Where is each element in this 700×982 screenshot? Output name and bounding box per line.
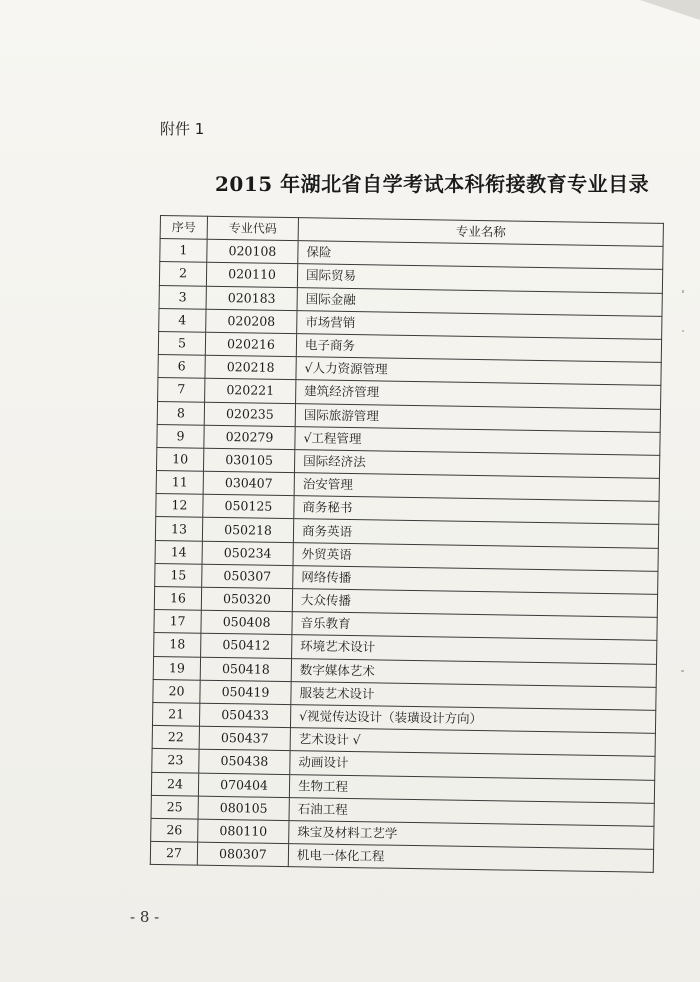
cell-name: 建筑经济管理 [296,380,661,409]
cell-seq: 24 [151,772,198,796]
cell-name: 动画设计 [290,751,655,780]
cell-code: 020216 [205,332,296,357]
cell-seq: 26 [151,818,198,842]
cell-name: 市场营销 [297,310,662,339]
column-header-code: 专业代码 [207,216,298,241]
cell-name: 石油工程 [289,797,654,826]
cell-name: 珠宝及材料工艺学 [289,820,654,849]
cell-seq: 6 [158,355,205,379]
cell-seq: 4 [159,308,206,332]
cell-code: 050419 [200,680,291,705]
major-table-wrapper [150,215,664,873]
cell-seq: 23 [152,749,199,773]
cell-seq: 2 [159,262,206,286]
cell-code: 030105 [203,448,294,473]
cell-name: 音乐教育 [292,612,657,641]
page-number: - 8 - [130,908,160,926]
cell-code: 050418 [200,657,291,682]
cell-name: 治安管理 [294,473,659,502]
cell-seq: 18 [154,633,201,657]
cell-seq: 25 [151,795,198,819]
cell-name: 网络传播 [293,565,658,594]
cell-code: 050218 [202,518,293,543]
cell-seq: 5 [158,331,205,355]
cell-seq: 7 [158,378,205,402]
cell-code: 080110 [198,819,289,844]
page-corner-fold [640,0,700,20]
cell-name: 机电一体化工程 [288,844,653,873]
cell-code: 080307 [197,842,288,867]
cell-code: 030407 [203,471,294,496]
cell-name: 数字媒体艺术 [291,658,656,687]
cell-code: 020218 [205,355,296,380]
cell-name: √视觉传达设计（装璜设计方向） [290,705,655,734]
cell-code: 050433 [199,703,290,728]
cell-code: 050437 [199,726,290,751]
cell-name: 国际贸易 [297,264,662,293]
cell-code: 050438 [199,749,290,774]
cell-code: 020110 [206,263,297,288]
cell-seq: 20 [153,679,200,703]
cell-code: 020279 [204,425,295,450]
cell-name: 环境艺术设计 [292,635,657,664]
column-header-seq: 序号 [160,216,207,240]
cell-code: 050307 [202,564,293,589]
cell-name: 国际经济法 [294,450,659,479]
cell-code: 050408 [201,610,292,635]
cell-seq: 3 [159,285,206,309]
cell-seq: 12 [156,494,203,518]
cell-code: 020183 [206,286,297,311]
cell-seq: 9 [157,424,204,448]
cell-code: 050412 [201,634,292,659]
cell-seq: 16 [154,586,201,610]
cell-code: 070404 [198,773,289,798]
cell-name: 国际旅游管理 [295,403,660,432]
cell-name: 国际金融 [297,287,662,316]
cell-code: 050234 [202,541,293,566]
table-body [150,239,663,873]
cell-seq: 10 [156,447,203,471]
cell-name: √工程管理 [295,426,660,455]
cell-code: 050125 [203,494,294,519]
cell-seq: 8 [157,401,204,425]
cell-name: 生物工程 [289,774,654,803]
scan-specks [680,290,686,690]
cell-name: 服装艺术设计 [291,681,656,710]
cell-name: 大众传播 [292,589,657,618]
cell-code: 020208 [206,309,297,334]
cell-seq: 14 [155,540,202,564]
cell-seq: 19 [153,656,200,680]
cell-code: 050320 [201,587,292,612]
cell-name: 艺术设计 √ [290,728,655,757]
cell-name: 电子商务 [296,334,661,363]
cell-seq: 15 [155,563,202,587]
cell-seq: 1 [160,239,207,263]
attachment-label: 附件 1 [160,120,205,138]
major-table [150,215,664,873]
cell-seq: 11 [156,471,203,495]
cell-code: 080105 [198,796,289,821]
cell-seq: 13 [155,517,202,541]
cell-name: 商务秘书 [294,496,659,525]
cell-name: 商务英语 [293,519,658,548]
cell-seq: 22 [152,726,199,750]
cell-seq: 17 [154,610,201,634]
cell-name: 外贸英语 [293,542,658,571]
cell-seq: 27 [150,841,197,865]
cell-code: 020221 [205,379,296,404]
cell-name: √人力资源管理 [296,357,661,386]
cell-code: 020108 [207,239,298,264]
cell-name: 保险 [298,241,663,270]
cell-code: 020235 [204,402,295,427]
column-header-name: 专业名称 [298,218,663,247]
document-title: 2015 年湖北省自学考试本科衔接教育专业目录 [215,172,650,196]
cell-seq: 21 [152,702,199,726]
